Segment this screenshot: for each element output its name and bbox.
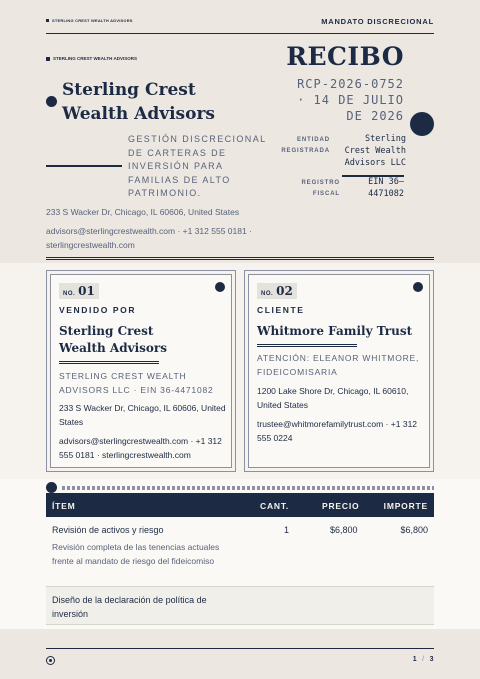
- client-card: [244, 270, 434, 472]
- divider: [46, 165, 122, 167]
- company-name-line1: Sterling Crest: [62, 80, 196, 100]
- seller-number: 01: [78, 284, 95, 298]
- company-name: [62, 78, 215, 126]
- seller-number-label: NO.: [63, 291, 76, 297]
- item-qty: 1: [284, 525, 290, 535]
- client-contact: trustee@whitmorefamilytrust.com · +1 312 555 0224: [257, 419, 418, 443]
- receipt-title: RECIBO: [286, 42, 404, 71]
- header-price: PRECIO: [322, 501, 360, 511]
- page-number: 1: [412, 656, 418, 663]
- seller-address: 233 S Wacker Dr, Chicago, IL 60606, United States: [59, 403, 226, 427]
- dot-icon: [413, 282, 423, 292]
- company-contact: advisors@sterlingcrestwealth.com · +1 312 555 0181 · sterlingcrestwealth.com: [46, 226, 252, 250]
- header-brand-text: STERLING CREST WEALTH ADVISORS: [53, 56, 138, 61]
- divider: [257, 344, 357, 347]
- seller-legal: STERLING CREST WEALTH ADVISORS LLC · EIN 36-4471082: [59, 371, 214, 395]
- divider: [59, 361, 159, 364]
- section-divider: [46, 257, 434, 260]
- seller-card-inner: [50, 274, 232, 468]
- header-qty: CANT.: [260, 501, 290, 511]
- company-name-line2: Wealth Advisors: [62, 104, 215, 124]
- brand-square-icon: [46, 19, 49, 22]
- entity-value: Sterling Crest Wealth Advisors LLC: [344, 134, 406, 168]
- company-address: 233 S Wacker Dr, Chicago, IL 60606, United States: [46, 207, 240, 217]
- seller-number-tag: [59, 283, 99, 299]
- top-brand: [46, 18, 133, 23]
- top-bar: [46, 14, 434, 34]
- item-price: $6,800: [330, 525, 358, 535]
- seller-name-line2: Wealth Advisors: [59, 341, 167, 355]
- client-name: Whitmore Family Trust: [257, 324, 413, 338]
- dot-icon: [46, 96, 57, 107]
- receipt-reference: RCP-2026-0752 · 14 DE JULIO DE 2026: [297, 77, 404, 123]
- client-attention: ATENCIÓN: ELEANOR WHITMORE, FIDEICOMISARIA: [257, 353, 420, 377]
- table-row: [46, 587, 434, 625]
- item-title: Diseño de la declaración de política de inversión: [52, 595, 207, 619]
- page-total: 3: [429, 656, 434, 663]
- tagline: GESTIÓN DISCRECIONAL DE CARTERAS DE INVERSIÓN PARA FAMILIAS DE ALTO PATRIMONIO.: [128, 134, 267, 198]
- brand-square-icon: [46, 57, 50, 61]
- mandate-label: MANDATO DISCRECIONAL: [321, 17, 434, 26]
- client-card-inner: [248, 274, 430, 468]
- item-amount: $6,800: [400, 525, 428, 535]
- seller-name-line1: Sterling Crest: [59, 324, 154, 338]
- top-brand-text: STERLING CREST WEALTH ADVISORS: [52, 18, 133, 23]
- entity-label: ENTIDAD REGISTRADA: [281, 137, 330, 154]
- client-number-tag: [257, 283, 297, 299]
- table-header: [46, 493, 434, 517]
- dot-icon: [215, 282, 225, 292]
- item-title: Revisión de activos y riesgo: [52, 525, 164, 535]
- dot-icon: [46, 482, 57, 493]
- table-row: [46, 517, 434, 587]
- footer-divider: [46, 648, 434, 649]
- seller-role: VENDIDO POR: [59, 305, 137, 315]
- seller-name: [59, 323, 219, 357]
- client-number-label: NO.: [261, 291, 274, 297]
- header-amount: IMPORTE: [383, 501, 428, 511]
- client-role: CLIENTE: [257, 305, 305, 315]
- target-icon: [46, 656, 55, 665]
- page-separator: /: [422, 656, 425, 663]
- dashed-divider: [62, 486, 434, 490]
- item-description: Revisión completa de las tenencias actuales frente al mandato de riesgo del fideicomiso: [52, 542, 220, 566]
- header-item: ÍTEM: [52, 501, 76, 511]
- client-number: 02: [276, 284, 293, 298]
- page-indicator: [413, 656, 434, 663]
- header-brand: [46, 56, 137, 61]
- tax-value: EIN 36–4471082: [368, 177, 404, 199]
- tax-label: REGISTRO FISCAL: [301, 180, 340, 197]
- dot-icon: [410, 112, 434, 136]
- seller-contact: advisors@sterlingcrestwealth.com · +1 312 555 0181 · sterlingcrestwealth.com: [59, 436, 222, 460]
- client-address: 1200 Lake Shore Dr, Chicago, IL 60610, United States: [257, 386, 409, 410]
- seller-card: [46, 270, 236, 472]
